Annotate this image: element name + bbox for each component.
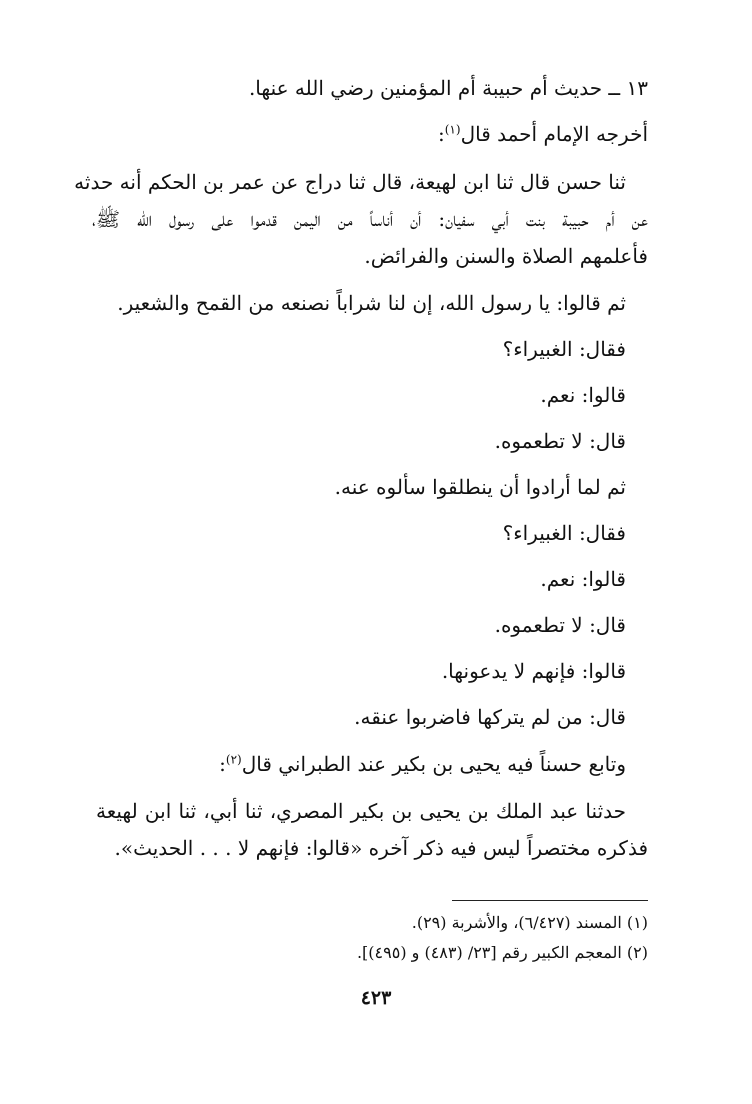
dialogue-line-6: فقال: الغبيراء؟	[502, 521, 626, 545]
intro-colon: :	[437, 122, 445, 146]
para2-line-2: فذكره مختصراً ليس فيه ذكر آخره «قالوا: فإنهم لا . . . الحديث».	[114, 836, 648, 860]
page-number: ٤٢٣	[360, 987, 392, 1009]
dialogue-line-1: ثم قالوا: يا رسول الله، إن لنا شراباً نصنعه من القمح والشعير.	[117, 291, 626, 315]
para2-line-1: حدثنا عبد الملك بن يحيى بن بكير المصري، ثنا أبي، ثنا ابن لهيعة	[96, 799, 626, 823]
dialogue-line-7: قالوا: نعم.	[540, 567, 626, 591]
follow-colon: :	[219, 752, 226, 776]
intro-line	[438, 120, 648, 148]
dialogue-line-10: قال: من لم يتركها فاضربوا عنقه.	[354, 705, 626, 729]
follow-text: وتابع حسناً فيه يحيى بن بكير عند الطبراني قال	[241, 752, 626, 776]
footnote-ref-2: (٢)	[225, 752, 242, 767]
dialogue-line-3: قالوا: نعم.	[540, 383, 626, 407]
para1-line-2: عن أم حبيبة بنت أبي سفيان: أن أناساً من اليمن قدموا على رسول الله ﷺ،	[92, 207, 648, 231]
para1-line-3: فأعلمهم الصلاة والسنن والفرائض.	[364, 244, 648, 268]
footnote-ref-1: (١)	[444, 122, 461, 137]
follow-line	[219, 750, 626, 778]
footnote-2: (٢) المعجم الكبير رقم [٢٣/ (٤٨٣) و (٤٩٥)].	[356, 943, 648, 962]
para1-line-1: ثنا حسن قال ثنا ابن لهيعة، قال ثنا دراج عن عمر بن الحكم أنه حدثه	[74, 170, 626, 194]
dialogue-line-9: قالوا: فإنهم لا يدعونها.	[441, 659, 626, 683]
dialogue-line-2: فقال: الغبيراء؟	[502, 337, 626, 361]
footnote-separator	[452, 900, 648, 901]
dialogue-line-8: قال: لا تطعموه.	[494, 613, 626, 637]
hadith-heading: ١٣ ــ حديث أم حبيبة أم المؤمنين رضي الله عنها.	[248, 76, 648, 100]
dialogue-line-5: ثم لما أرادوا أن ينطلقوا سألوه عنه.	[334, 475, 626, 499]
footnote-1: (١) المسند (٦/٤٢٧)، والأشربة (٢٩).	[411, 913, 648, 932]
intro-text: أخرجه الإمام أحمد قال	[460, 122, 648, 146]
dialogue-line-4: قال: لا تطعموه.	[494, 429, 626, 453]
